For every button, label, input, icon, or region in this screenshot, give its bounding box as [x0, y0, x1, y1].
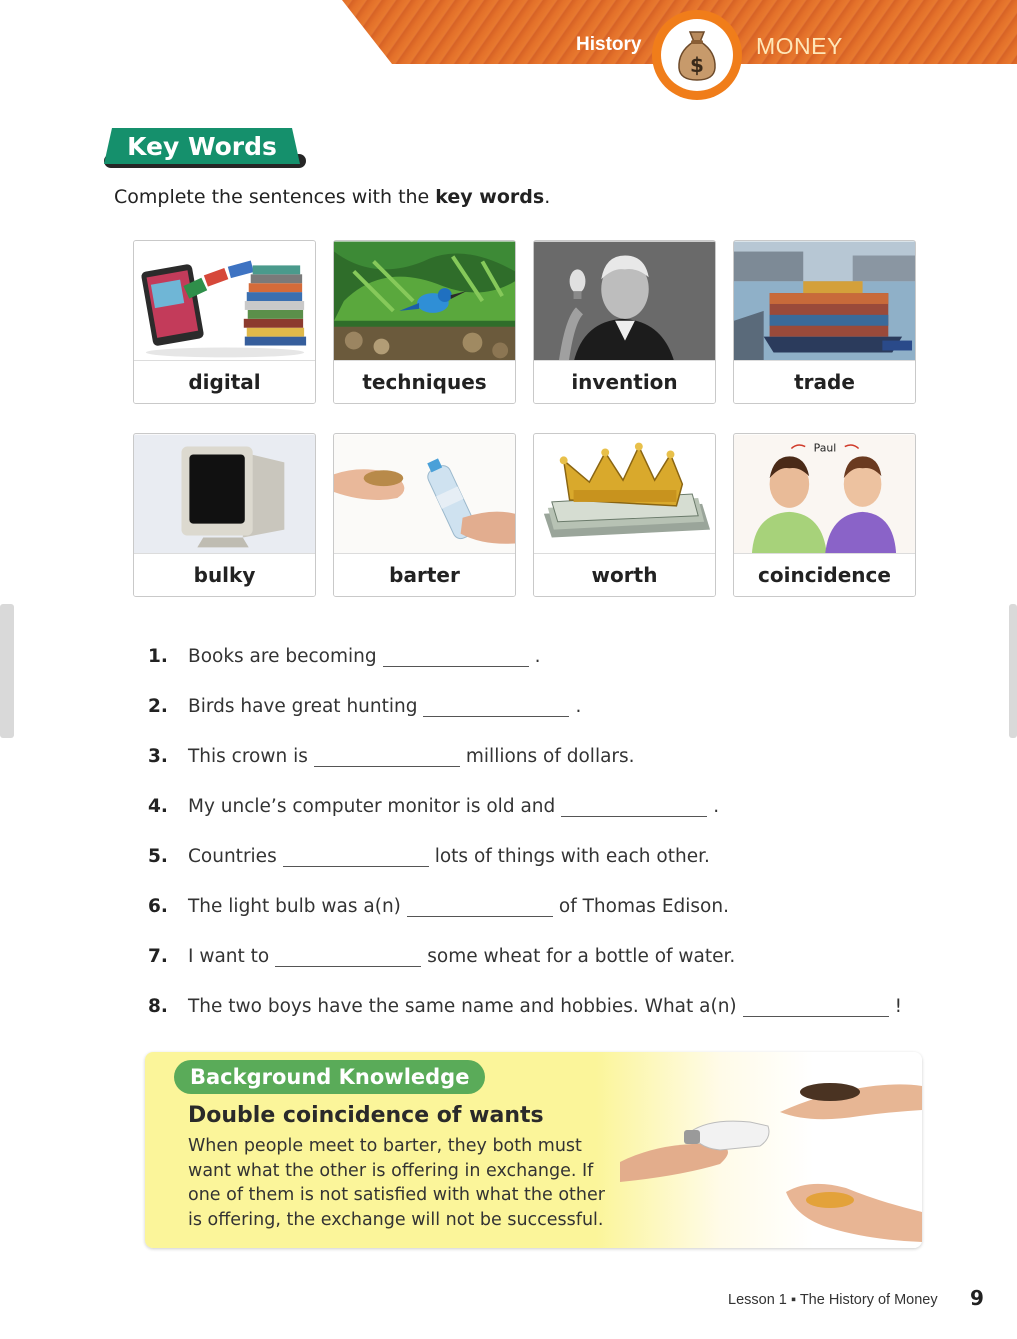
svg-text:$: $ [690, 53, 704, 77]
page-number: 9 [970, 1286, 984, 1310]
barter-hands-image [620, 1052, 922, 1248]
word-techniques: techniques [334, 360, 515, 403]
background-knowledge-text: When people meet to barter, they both must want what the other is offering in exchange. If one of them is not satisfied with what the other is offering, the exchange will not be successful. [188, 1136, 605, 1230]
subject-label: History [576, 34, 642, 55]
word-coincidence: coincidence [734, 553, 915, 596]
key-words-heading: Key Words [127, 131, 277, 161]
header-banner [0, 0, 1017, 110]
word-trade: trade [734, 360, 915, 403]
grain-water-image [334, 434, 515, 556]
sentence-5: 5. Countries lots of things with each other. [148, 846, 710, 867]
left-page-handle[interactable] [0, 604, 14, 738]
paul-label: Paul [813, 441, 837, 455]
word-card-digital [133, 240, 316, 404]
unit-title: MONEY [756, 33, 843, 59]
word-barter: barter [334, 553, 515, 596]
sentence-3: 3. This crown is millions of dollars. [148, 746, 635, 767]
word-card-techniques [333, 240, 516, 404]
tablet-books-image [134, 241, 315, 363]
answer-blank[interactable] [314, 746, 460, 767]
answer-blank[interactable] [743, 996, 889, 1017]
answer-blank[interactable] [561, 796, 707, 817]
sentence-8: 8. The two boys have the same name and hobbies. What a(n) ! [148, 996, 903, 1017]
edison-image [534, 241, 715, 363]
answer-blank[interactable] [283, 846, 429, 867]
word-card-invention [533, 240, 716, 404]
answer-blank[interactable] [383, 646, 529, 667]
word-invention: invention [534, 360, 715, 403]
background-knowledge-title: Double coincidence of wants [188, 1103, 544, 1128]
sentence-4: 4. My uncle’s computer monitor is old and . [148, 796, 720, 817]
word-card-barter [333, 433, 516, 597]
two-boys-image [734, 434, 915, 556]
money-bag-icon [674, 28, 720, 82]
word-worth: worth [534, 553, 715, 596]
sentence-7: 7. I want to some wheat for a bottle of water. [148, 946, 736, 967]
instruction: Complete the sentences with the key words. [114, 186, 551, 208]
kingfisher-image [334, 241, 515, 363]
word-card-bulky [133, 433, 316, 597]
banner-shape [0, 0, 1017, 110]
answer-blank[interactable] [423, 696, 569, 717]
word-card-trade [733, 240, 916, 404]
word-digital: digital [134, 360, 315, 403]
crown-dollars-image [534, 434, 715, 556]
sentence-6: 6. The light bulb was a(n) of Thomas Edison. [148, 896, 729, 917]
answer-blank[interactable] [275, 946, 421, 967]
right-page-handle[interactable] [1009, 604, 1017, 738]
footer-lesson: Lesson 1 ▪ The History of Money [728, 1292, 938, 1308]
answer-blank[interactable] [407, 896, 553, 917]
money-badge [652, 10, 742, 100]
word-card-worth [533, 433, 716, 597]
sentence-1: 1. Books are becoming . [148, 646, 541, 667]
container-ship-image [734, 241, 915, 363]
crt-monitor-image [134, 434, 315, 556]
word-bulky: bulky [134, 553, 315, 596]
sentence-2: 2. Birds have great hunting . [148, 696, 582, 717]
background-knowledge-tab: Background Knowledge [174, 1060, 485, 1094]
word-card-coincidence [733, 433, 916, 597]
